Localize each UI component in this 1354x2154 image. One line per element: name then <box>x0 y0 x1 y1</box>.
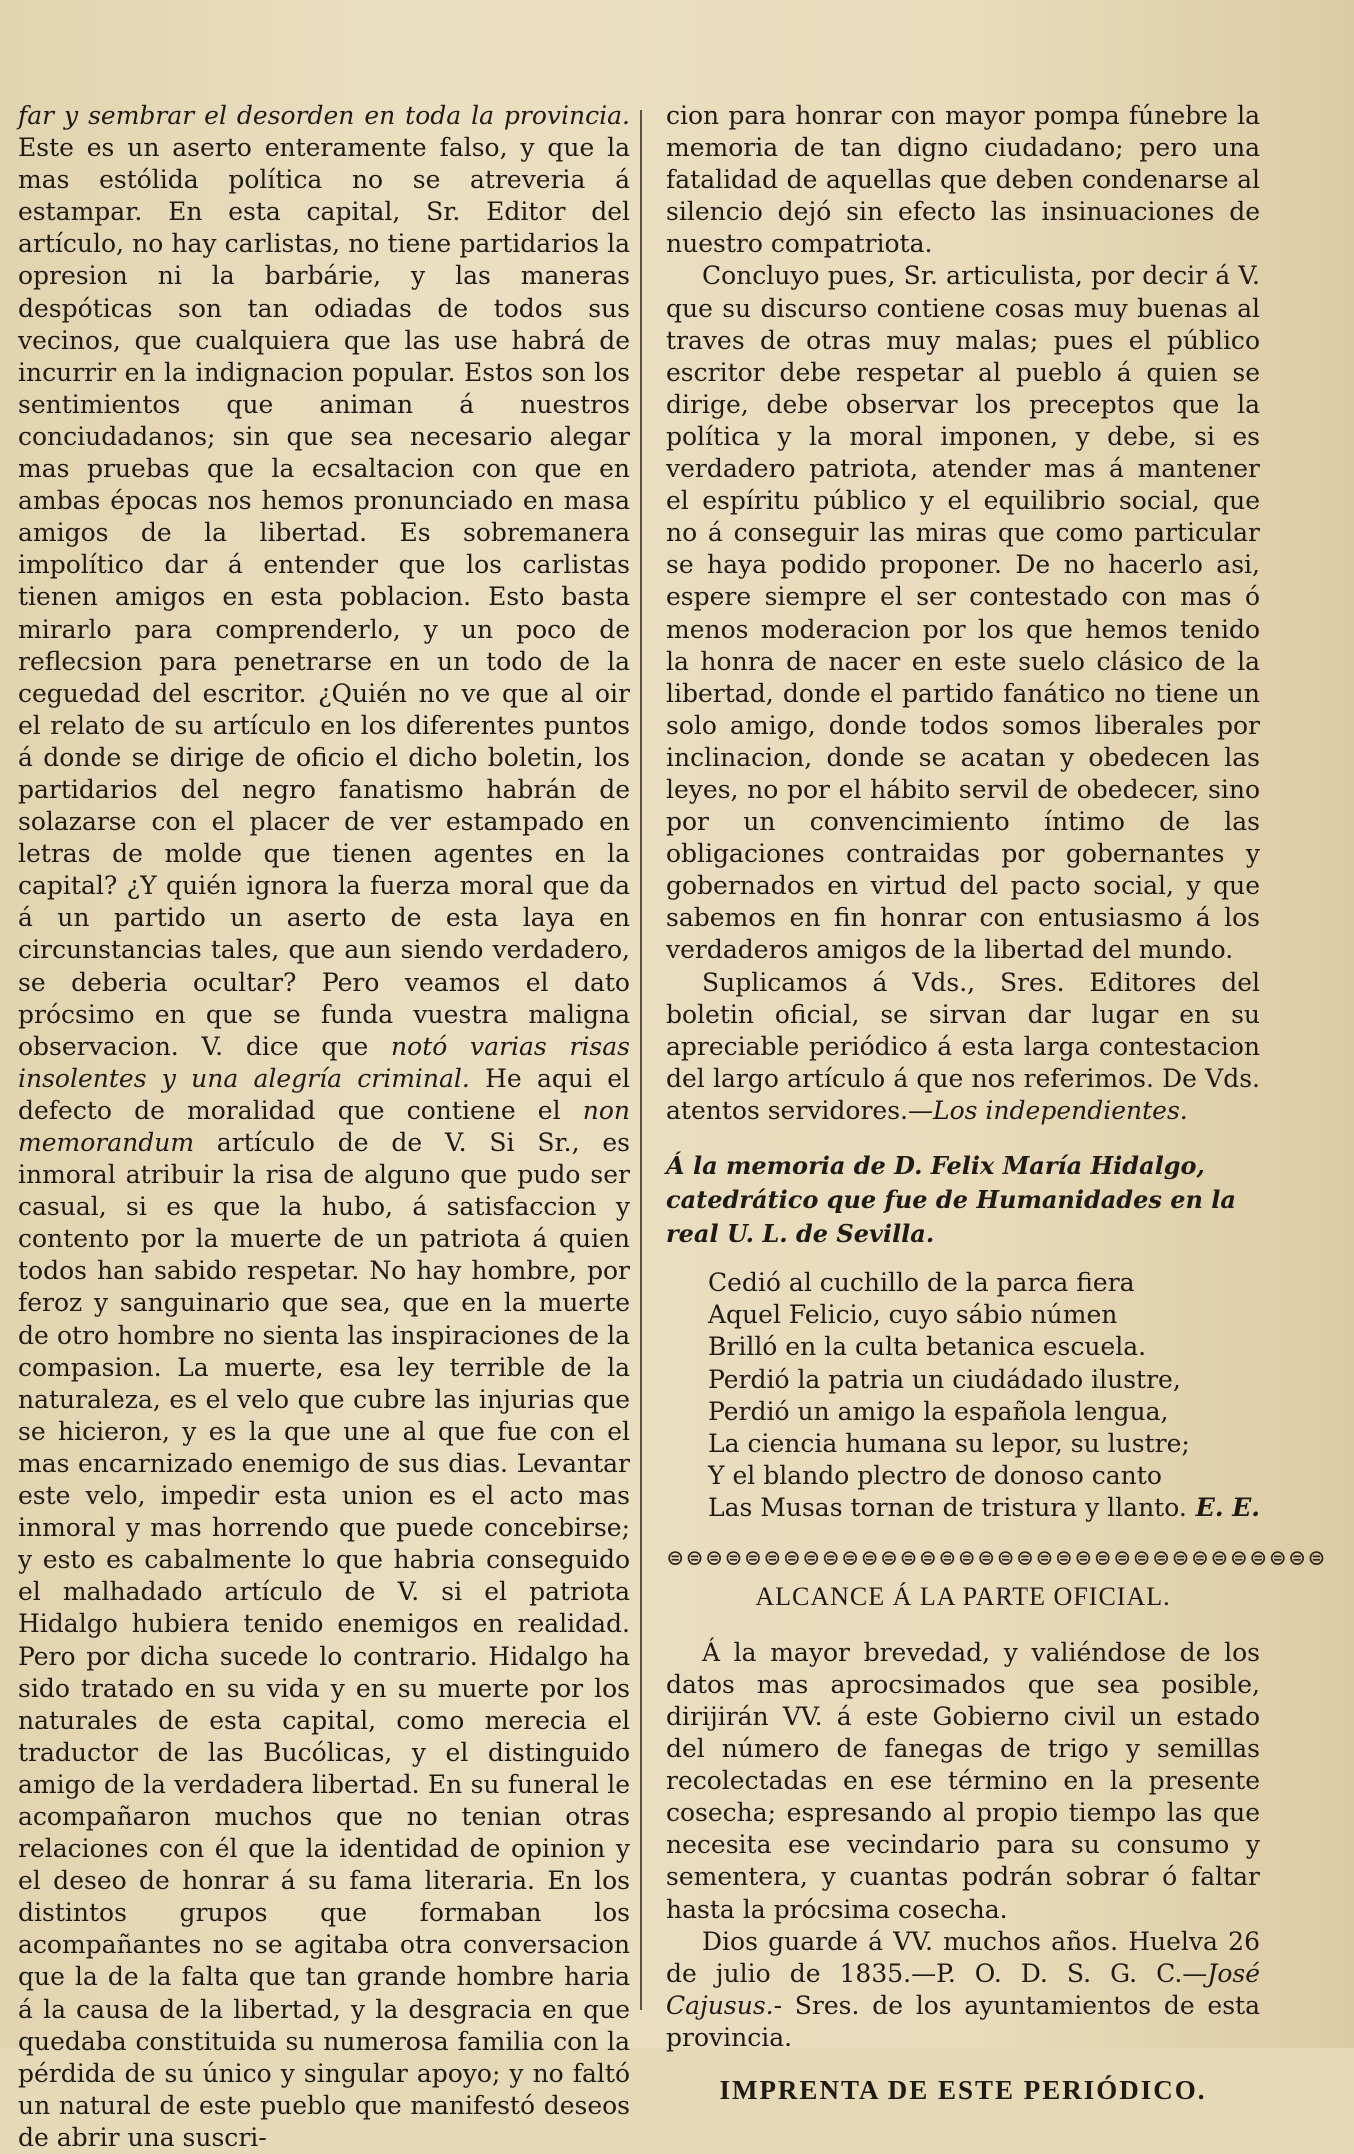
latin-phrase: non memorandum <box>18 1095 630 1157</box>
signatory-name: José Cajusus. <box>666 1958 1260 2020</box>
closing-text: Dios guarde á VV. muchos años. Huelva 26 de julio de 1835.—P. O. D. S. G. C.— <box>666 1926 1260 1988</box>
section-title: ALCANCE Á LA PARTE OFICIAL. <box>755 1581 1171 1611</box>
lead-phrase: far y sembrar el desorden en toda la provincia. <box>18 101 630 130</box>
body-text: Este es un aserto enteramente falso, y que la mas estólida política no se atreveria á estampar. En esta capital, Sr. Editor del artículo, no hay carlistas, no tiene partidarios la opresion ni la barbárie, y las maneras despóticas son tan odiadas de todos sus vecinos, que cualquiera que las use habrá de incurrir en la indignacion popular. Estos son los sentimientos que animan á nuestros conciudadanos; sin que sea necesario alegar mas pruebas que la ecsaltacion con que en ambas épocas nos hemos pronunciado en masa amigos de la libertad. Es sobremanera impolítico dar á entender que los carlistas tienen amigos en esta poblacion. Esto basta mirarlo para comprenderlo, y un poco de reflecsion para penetrarse en un todo de la ceguedad del escritor. ¿Quién no ve que al oir el relato de su artículo en los diferentes puntos á donde se dirige de oficio el dicho boletin, los partidarios del negro fanatismo habrán de solazarse con el placer de ver estampado en letras de molde que tienen agentes en la capital? ¿Y quién ignora la fuerza moral que da á un partido un aserto de esta laya en circunstancias tales, que aun siendo verdadero, se deberia ocultar? Pero veamos el dato prócsimo en que se funda vuestra maligna observacion. V. dice que <box>18 133 630 1061</box>
poem-line: Y el blando plectro de donoso canto <box>708 1461 1162 1491</box>
poem-last-line: Las Musas tornan de tristura y llanto. <box>708 1493 1187 1523</box>
continuation-paragraph: cion para honrar con mayor pompa fúnebre la memoria de tan digno ciudadano; pero una fatalidad de aquellas que deben condenarse al silencio dejó sin efecto las insinuaciones de nuestro compatriota. <box>666 101 1260 259</box>
poem-line <box>708 1492 1260 1524</box>
poem-signature: E. E. <box>1195 1493 1260 1523</box>
poem-heading: Á la memoria de D. Felix María Hidalgo, catedrático que fue de Humanidades en la real U. L. de Sevilla. <box>666 1151 1236 1248</box>
left-column <box>18 100 630 2154</box>
closing-tail: - Sres. de los ayuntamientos de esta provincia. <box>666 1990 1260 2052</box>
poem-line: Perdió un amigo la española lengua, <box>708 1396 1169 1426</box>
closing-line <box>666 1926 1260 2054</box>
request-paragraph <box>666 967 1260 1127</box>
imprint: IMPRENTA DE ESTE PERIÓDICO. <box>719 2075 1207 2106</box>
conclusion-paragraph: Concluyo pues, Sr. articulista, por decir á V. que su discurso contiene cosas muy buenas al traves de otras muy malas; pues el público escritor debe respetar al pueblo á quien se dirige, debe observar los preceptos que la política y la moral imponen, y debe, si es verdadero patriota, atender mas á mantener el espíritu público y el equilibrio social, que no á conseguir las miras que como particular se haya podido proponer. De no hacerlo asi, espere siempre el ser contestado con mas ó menos moderacion por los que hemos tenido la honra de nacer en este suelo clásico de la libertad, donde el partido fanático no tiene un solo amigo, donde todos somos liberales por inclinacion, donde se acatan y obedecen las leyes, no por el hábito servil de obedecer, sino por un convencimiento íntimo de las obligaciones contraidas por gobernantes y gobernados en virtud del pacto social, y que sabemos en fin honrar con entusiasmo á los verdaderos amigos de la libertad del mundo. <box>666 261 1260 965</box>
body-text: He aqui el defecto de moralidad que contiene el <box>18 1063 630 1125</box>
poem-line: Brilló en la culta betanica escuela. <box>708 1332 1147 1362</box>
request-text: Suplicamos á Vds., Sres. Editores del boletin oficial, se sirvan dar lugar en su apreciable periódico á esta larga contestacion del largo artículo á que nos referimos. De Vds. atentos servidores. <box>666 967 1260 1125</box>
official-notice: Á la mayor brevedad, y valiéndose de los datos mas aprocsimados que sea posible, dirijirán VV. á este Gobierno civil un estado del número de fanegas de trigo y semillas recolectadas en ese término en la presente cosecha; espresando al propio tiempo las que necesita ese vecindario para su consumo y sementera, y cuantas podrán sobrar ó faltar hasta la prócsima cosecha. <box>666 1637 1260 1924</box>
body-text: artículo de de V. Si Sr., es inmoral atribuir la risa de alguno que pudo ser casual, si es que la hubo, á satisfaccion y contento por la muerte de un patriota á quien todos han sabido respetar. No hay hombre, por feroz y sanguinario que sea, que en la muerte de otro hombre no sienta las inspiraciones de la compasion. La muerte, esa ley terrible de la naturaleza, es el velo que cubre las injurias que se hicieron, y es la que une al que fue con el mas encarnizado enemigo de sus dias. Levantar este velo, impedir esta union es el acto mas inmoral y mas horrendo que puede concebirse; y esto es cabalmente lo que habria conseguido el malhadado artículo de V. si el patriota Hidalgo hubiera tenido enemigos en realidad. Pero por dicha sucede lo contrario. Hidalgo ha sido tratado en su vida y en su muerte por los naturales de esta capital, como merecia el traductor de las Bucólicas, y el distinguido amigo de la verdadera libertad. En su funeral le acompañaron muchos que no tenian otras relaciones con él que la identidad de opinion y el deseo de honrar á su fama literaria. En los distintos grupos que formaban los acompañantes no se agitaba otra conversacion que la de la falta que tan grande hombre haria á la causa de la libertad, y la desgracia en que quedaba constituida su numerosa familia con la pérdida de su único y singular apoyo; y no faltó un natural de este pueblo que manifestó deseos de abrir una suscri- <box>18 1128 630 2152</box>
poem-line: La ciencia humana su lepor, su lustre; <box>708 1429 1190 1459</box>
poem-line: Aquel Felicio, cuyo sábio númen <box>708 1300 1118 1330</box>
poem-line: Perdió la patria un ciudádado ilustre, <box>708 1364 1181 1394</box>
poem-line: Cedió al cuchillo de la parca fiera <box>708 1268 1135 1297</box>
column-divider <box>640 110 642 2010</box>
signature-independientes: —Los independientes. <box>908 1095 1188 1125</box>
ornamental-rule: ⊜⊜⊜⊜⊜⊜⊜⊜⊜⊜⊜⊜⊜⊜⊜⊜⊜⊜⊜⊜⊜⊜⊜⊜⊜⊜⊜⊜⊜⊜⊜⊜⊜⊜ <box>666 1545 1327 1571</box>
quoted-phrase: notó varias risas insolentes y una alegría criminal. <box>18 1031 630 1093</box>
poem <box>708 1267 1260 1525</box>
left-article-text <box>18 100 630 2154</box>
right-column <box>666 100 1327 2106</box>
